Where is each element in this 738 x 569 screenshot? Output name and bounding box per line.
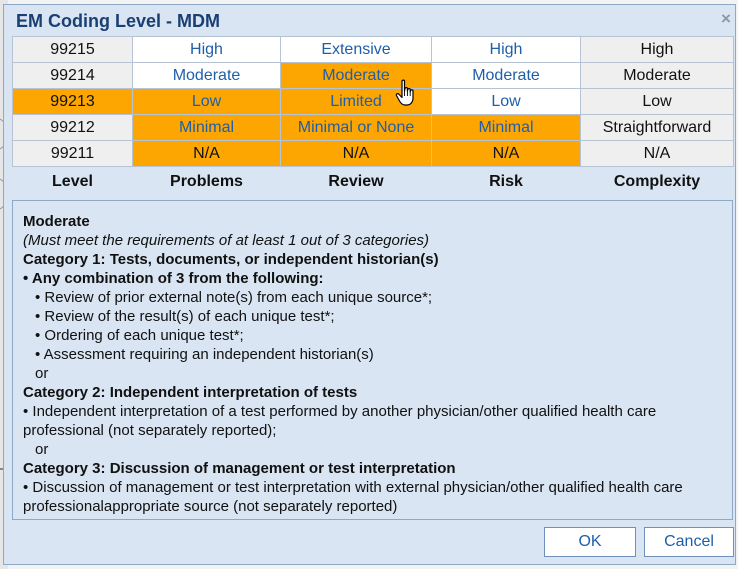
complexity-cell: Moderate (581, 63, 734, 89)
list-item: • Review of prior external note(s) from each unique source*; (35, 289, 433, 306)
column-header-level: Level (13, 167, 133, 196)
review-cell-selected[interactable]: N/A (281, 141, 432, 167)
dialog-titlebar (4, 5, 735, 35)
list-item: • Ordering of each unique test*; (35, 327, 244, 344)
column-header-complexity: Complexity (581, 167, 734, 196)
column-header-problems: Problems (133, 167, 281, 196)
category-1-title: Category 1: Tests, documents, or independent historian(s) (23, 251, 439, 268)
category-1-subheading: • Any combination of 3 from the following: (23, 270, 324, 287)
complexity-cell: Straightforward (581, 115, 734, 141)
problems-cell-selected[interactable]: Low (133, 89, 281, 115)
complexity-cell: Low (581, 89, 734, 115)
level-cell[interactable]: 99215 (13, 37, 133, 63)
category-3-title: Category 3: Discussion of management or test interpretation (23, 460, 456, 477)
problems-cell-selected[interactable]: Minimal (133, 115, 281, 141)
level-cell[interactable]: 99211 (13, 141, 133, 167)
risk-cell-selected[interactable]: N/A (432, 141, 581, 167)
or-separator: or (35, 441, 49, 458)
risk-cell[interactable]: Moderate (432, 63, 581, 89)
column-header-row (13, 167, 734, 196)
risk-cell[interactable]: High (432, 37, 581, 63)
review-cell-selected[interactable]: Limited (281, 89, 432, 115)
level-cell[interactable]: 99214 (13, 63, 133, 89)
problems-cell[interactable]: High (133, 37, 281, 63)
category-2-text: • Independent interpretation of a test performed by another physician/other qualified health care professional (not separately reported); (23, 403, 657, 439)
requirement-note: (Must meet the requirements of at least 1 out of 3 categories) (23, 232, 430, 249)
review-cell-selected[interactable]: Moderate (281, 63, 432, 89)
table-row (13, 141, 734, 167)
or-separator: or (35, 365, 49, 382)
mdm-level-grid (12, 36, 734, 195)
table-row-selected (13, 89, 734, 115)
level-description-panel (12, 200, 733, 520)
ok-button[interactable]: OK (544, 527, 636, 557)
table-row (13, 63, 734, 89)
category-3-text: • Discussion of management or test interpretation with external physician/other qualified health care professionalappropriate source (not separately reported) (23, 479, 683, 515)
column-header-review: Review (281, 167, 432, 196)
problems-cell-selected[interactable]: N/A (133, 141, 281, 167)
table-row (13, 115, 734, 141)
category-2-title: Category 2: Independent interpretation of tests (23, 384, 358, 401)
cancel-button[interactable]: Cancel (644, 527, 734, 557)
complexity-cell: N/A (581, 141, 734, 167)
risk-cell[interactable]: Low (432, 89, 581, 115)
level-cell[interactable]: 99212 (13, 115, 133, 141)
table-row (13, 37, 734, 63)
close-icon[interactable]: × (721, 9, 731, 28)
level-cell-selected[interactable]: 99213 (13, 89, 133, 115)
column-header-risk: Risk (432, 167, 581, 196)
list-item: • Assessment requiring an independent historian(s) (35, 346, 374, 363)
description-heading: Moderate (23, 213, 90, 230)
complexity-cell: High (581, 37, 734, 63)
review-cell[interactable]: Extensive (281, 37, 432, 63)
problems-cell[interactable]: Moderate (133, 63, 281, 89)
list-item: • Review of the result(s) of each unique test*; (35, 308, 335, 325)
review-cell-selected[interactable]: Minimal or None (281, 115, 432, 141)
dialog-title: EM Coding Level - MDM (16, 11, 220, 31)
risk-cell-selected[interactable]: Minimal (432, 115, 581, 141)
